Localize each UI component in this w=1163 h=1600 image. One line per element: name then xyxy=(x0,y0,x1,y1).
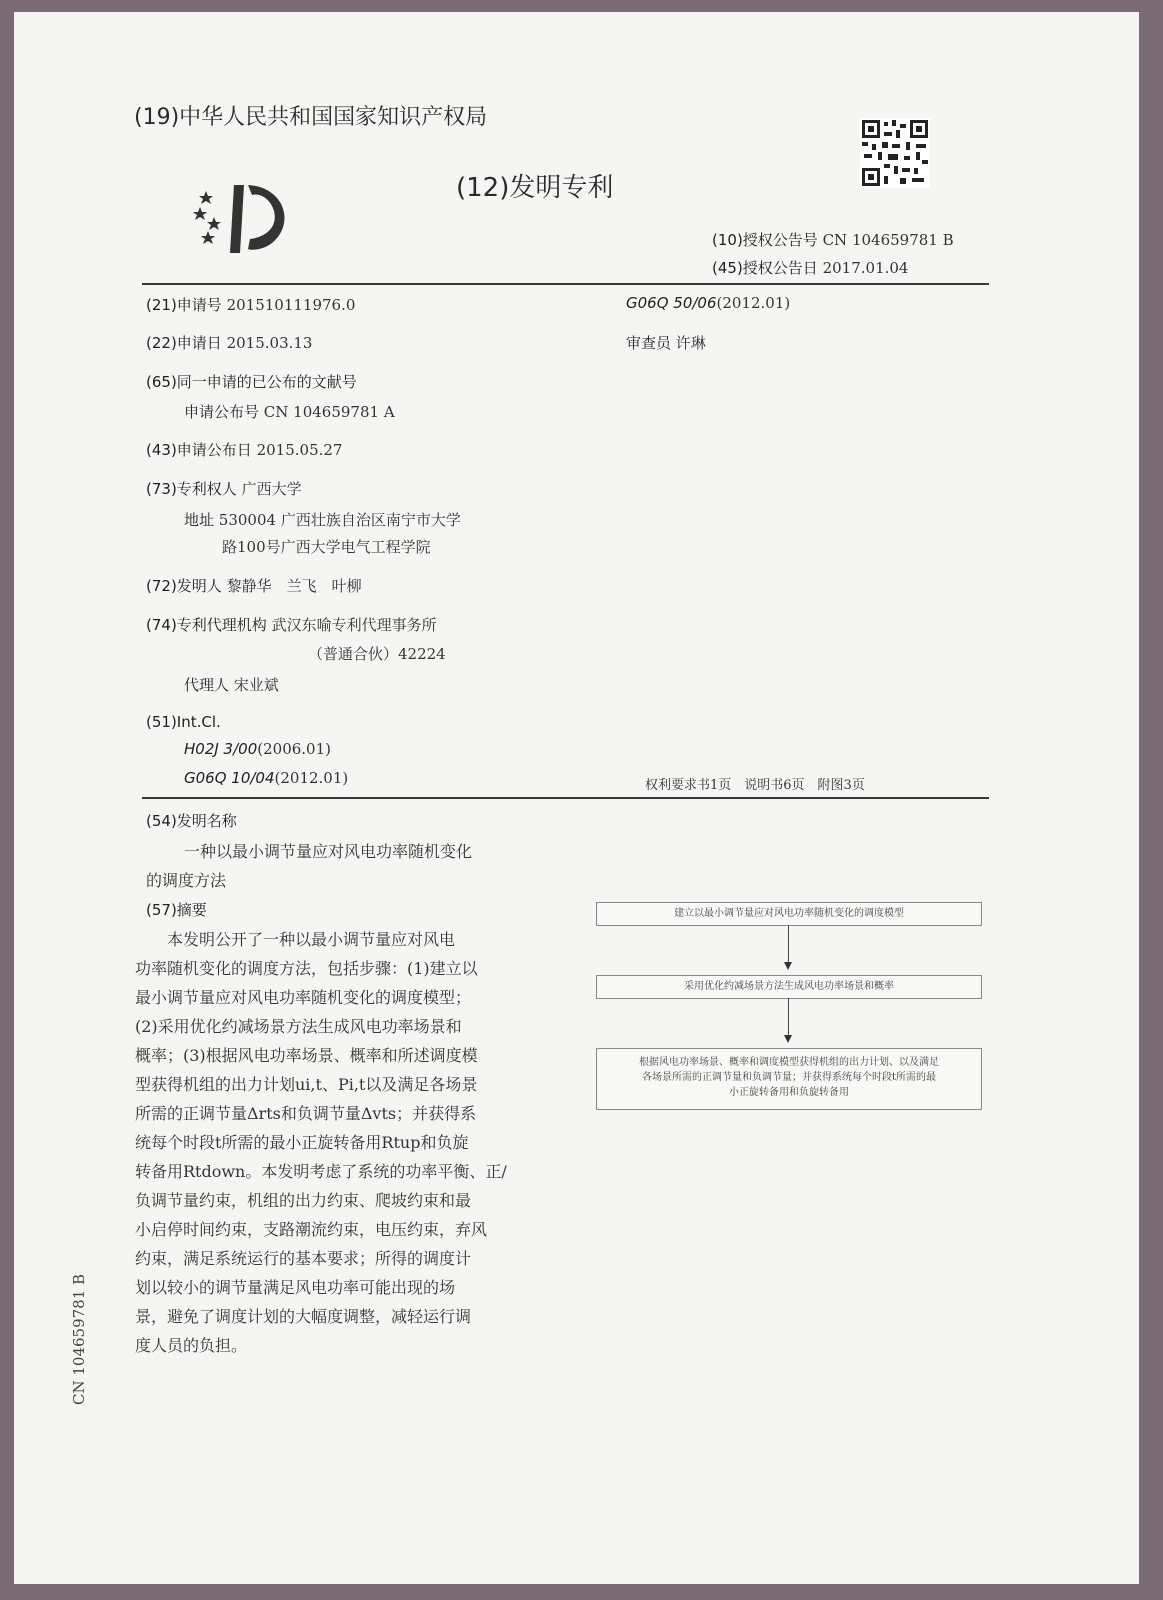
abstract-line: (2)采用优化约减场景方法生成风电功率场景和 xyxy=(135,1017,462,1036)
abstract-line: 划以较小的调节量满足风电功率可能出现的场 xyxy=(135,1278,456,1297)
abstract-line: 转备用Rtdown。本发明考虑了系统的功率平衡、正/ xyxy=(135,1162,507,1181)
grant-date-row xyxy=(712,257,908,278)
grant-date-label: (45)授权公告日 xyxy=(712,259,818,277)
flow-arrow-1-head xyxy=(784,962,792,970)
office-name: (19)中华人民共和国国家知识产权局 xyxy=(134,105,488,130)
inventors-row xyxy=(146,575,362,596)
flow-step-3-line: 小正旋转备用和负旋转备用 xyxy=(729,1087,849,1098)
examiner-label: 审查员 xyxy=(626,334,672,352)
intcl-1-row xyxy=(184,740,331,758)
agent: 宋业斌 xyxy=(233,676,279,694)
publication-number: CN 104659781 A xyxy=(263,403,395,421)
application-number-row xyxy=(146,294,355,315)
intcl-2-code: G06Q 10/04 xyxy=(184,769,275,787)
flow-step-3 xyxy=(596,1048,982,1110)
header-rule xyxy=(142,283,989,285)
publication-date-label: (43)申请公布日 xyxy=(146,441,252,459)
intcl-label: (51)Int.Cl. xyxy=(146,713,221,731)
section-rule xyxy=(142,797,989,799)
address-line-1: 530004 广西壮族自治区南宁市大学 xyxy=(218,511,461,529)
grant-number-row xyxy=(712,229,954,250)
flow-arrow-2-head xyxy=(784,1035,792,1043)
grant-number-label: (10)授权公告号 xyxy=(712,231,818,249)
flow-step-3-line: 各场景所需的正调节量和负调节量；并获得系统每个时段t所需的最 xyxy=(641,1072,937,1083)
page-counts: 权利要求书1页 说明书6页 附图3页 xyxy=(645,778,865,793)
published-doc-label: (65)同一申请的已公布的文献号 xyxy=(146,373,357,391)
flow-step-1: 建立以最小调节量应对风电功率随机变化的调度模型 xyxy=(596,902,982,926)
publication-number-row xyxy=(184,401,395,422)
abstract-line: 概率；(3)根据风电功率场景、概率和所述调度模 xyxy=(135,1046,478,1065)
intcl-3-version: (2012.01) xyxy=(716,294,791,312)
abstract-line: 约束，满足系统运行的基本要求；所得的调度计 xyxy=(135,1249,472,1268)
agency-row xyxy=(146,614,437,635)
application-number: 201510111976.0 xyxy=(226,296,356,314)
abstract-line: 型获得机组的出力计划ui,t、Pi,t以及满足各场景 xyxy=(135,1075,478,1094)
title-label: (54)发明名称 xyxy=(146,812,237,830)
inventors-label: (72)发明人 xyxy=(146,577,222,595)
filing-date: 2015.03.13 xyxy=(226,334,313,352)
agency-line-1: 武汉东喻专利代理事务所 xyxy=(271,616,437,634)
publication-date: 2015.05.27 xyxy=(256,441,343,459)
abstract-line: 统每个时段t所需的最小正旋转备用Rtup和负旋 xyxy=(135,1133,469,1152)
publication-date-row xyxy=(146,439,342,460)
address-line-2: 路100号广西大学电气工程学院 xyxy=(222,538,431,556)
flow-arrow-2 xyxy=(788,998,789,1036)
examiner: 许琳 xyxy=(675,334,706,352)
filing-date-label: (22)申请日 xyxy=(146,334,222,352)
grant-number: CN 104659781 B xyxy=(822,231,954,249)
abstract-line: 度人员的负担。 xyxy=(135,1336,248,1355)
abstract-label: (57)摘要 xyxy=(146,901,207,919)
filing-date-row xyxy=(146,332,312,353)
abstract-text xyxy=(135,925,545,1360)
cnipa-logo xyxy=(192,173,292,259)
intcl-3-code: G06Q 50/06 xyxy=(626,294,717,312)
patent-kind: (12)发明专利 xyxy=(456,173,614,203)
agency-line-2: （普通合伙）42224 xyxy=(308,645,446,663)
abstract-line: 功率随机变化的调度方法，包括步骤：(1)建立以 xyxy=(135,959,478,978)
patentee-label: (73)专利权人 xyxy=(146,480,237,498)
address-row xyxy=(184,509,461,530)
intcl-1-code: H02J 3/00 xyxy=(184,740,258,758)
abstract-line: 负调节量约束，机组的出力约束、爬坡约束和最 xyxy=(135,1191,472,1210)
inventors: 黎静华 兰飞 叶柳 xyxy=(226,577,362,595)
agency-label: (74)专利代理机构 xyxy=(146,616,267,634)
agent-label: 代理人 xyxy=(184,676,230,694)
intcl-2-version: (2012.01) xyxy=(274,769,349,787)
abstract-line: 景，避免了调度计划的大幅度调整，减轻运行调 xyxy=(135,1307,472,1326)
address-label: 地址 xyxy=(184,511,215,529)
abstract-line: 最小调节量应对风电功率随机变化的调度模型； xyxy=(135,988,472,1007)
flow-arrow-1 xyxy=(788,925,789,963)
qr-code xyxy=(860,118,930,188)
intcl-2-row xyxy=(184,769,348,787)
abstract-line: 所需的正调节量Δrts和负调节量Δvts；并获得系 xyxy=(135,1104,477,1123)
publication-number-label: 申请公布号 xyxy=(184,403,260,421)
intcl-3-row xyxy=(626,294,790,312)
intcl-1-version: (2006.01) xyxy=(257,740,331,758)
application-number-label: (21)申请号 xyxy=(146,296,222,314)
flow-step-3-line: 根据风电功率场景、概率和调度模型获得机组的出力计划、以及满足 xyxy=(639,1057,939,1068)
flow-step-2: 采用优化约减场景方法生成风电功率场景和概率 xyxy=(596,975,982,999)
agent-row xyxy=(184,674,279,695)
abstract-line: 小启停时间约束，支路潮流约束，电压约束，弃风 xyxy=(135,1220,488,1239)
title-line-1: 一种以最小调节量应对风电功率随机变化 xyxy=(184,842,473,861)
patentee-row xyxy=(146,478,302,499)
title-line-2: 的调度方法 xyxy=(146,871,227,890)
examiner-row xyxy=(626,332,706,353)
patentee: 广西大学 xyxy=(241,480,302,498)
grant-date: 2017.01.04 xyxy=(822,259,909,277)
abstract-line: 本发明公开了一种以最小调节量应对风电 xyxy=(135,930,456,949)
side-publication-code: CN 104659781 B xyxy=(70,1273,88,1405)
